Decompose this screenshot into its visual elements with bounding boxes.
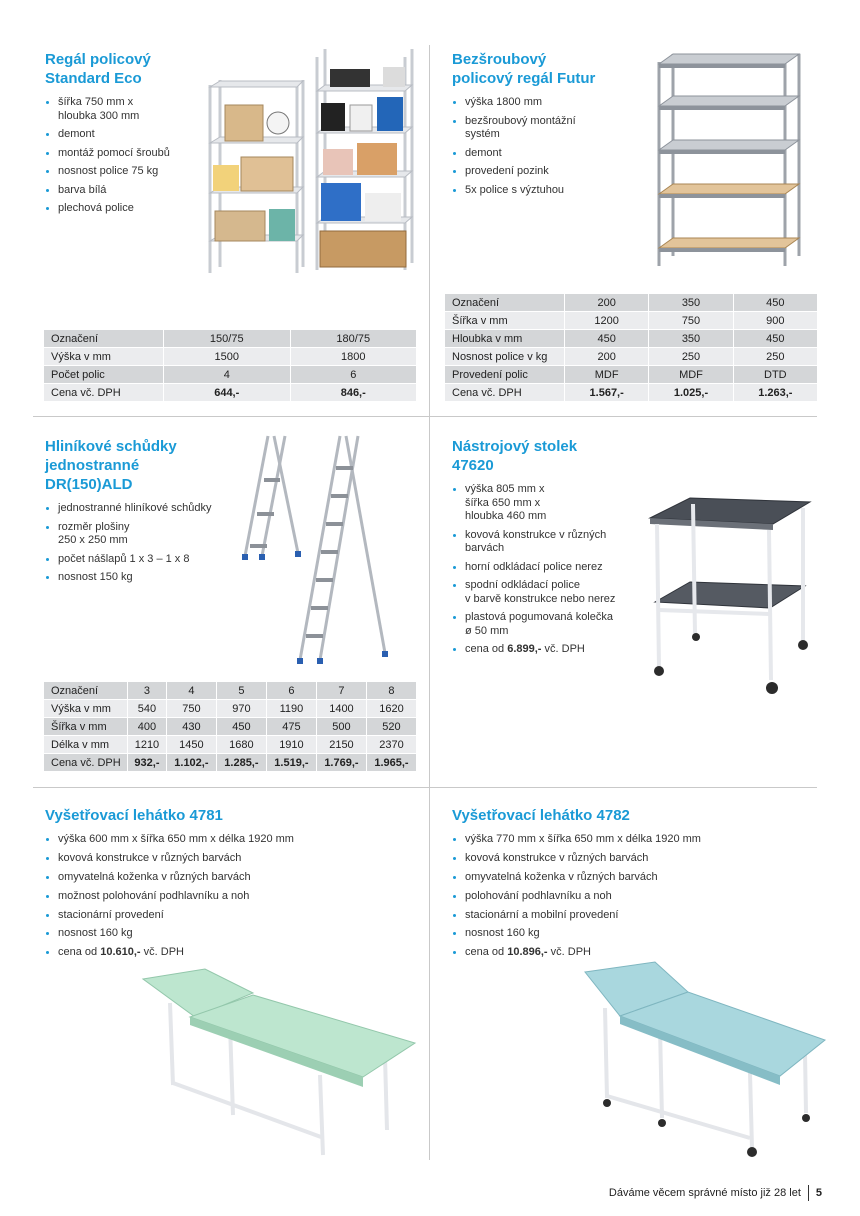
- feature-item: stacionární provedení: [45, 909, 415, 923]
- feature-item: polohování podhlavníku a noh: [452, 890, 822, 904]
- feature-list: [45, 96, 215, 216]
- table-row: Délka v mm 1210 1450 1680 1910 2150 2370: [44, 736, 417, 754]
- product-nastrojovy-stolek: [452, 437, 642, 662]
- vertical-divider: [429, 45, 430, 1160]
- product-title: [45, 437, 245, 494]
- title-line: Standard Eco: [45, 70, 142, 87]
- footer-separator: [808, 1185, 809, 1201]
- feature-item: počet nášlapů 1 x 3 – 1 x 8: [45, 553, 245, 567]
- feature-item: výška 770 mm x šířka 650 mm x délka 1920 mm: [452, 833, 822, 847]
- spec-table-schudky: [43, 681, 417, 772]
- feature-item: spodní odkládací police v barvě konstrukce nebo nerez: [452, 579, 642, 606]
- table-row: Šířka v mm 400 430 450 475 500 520: [44, 718, 417, 736]
- feature-list: [45, 833, 415, 960]
- feature-list: [452, 833, 822, 960]
- feature-list: [45, 502, 245, 585]
- shelf-futur-image: [655, 42, 805, 272]
- feature-item: výška 1800 mm: [452, 96, 652, 110]
- feature-item: jednostranné hliníkové schůdky: [45, 502, 245, 516]
- title-line: Nástrojový stolek: [452, 438, 578, 455]
- feature-item: kovová konstrukce v různých barvách: [45, 852, 415, 866]
- product-title: Vyšetřovací lehátko 4782: [452, 807, 630, 824]
- table-row: Označení 150/75 180/75: [44, 330, 417, 348]
- title-line: 47620: [452, 457, 494, 474]
- feature-item: plechová police: [45, 202, 215, 216]
- table-row: Počet polic 4 6: [44, 366, 417, 384]
- footer-slogan: Dáváme věcem správné místo již 28 let: [608, 1187, 801, 1199]
- feature-item: rozměr plošiny 250 x 250 mm: [45, 521, 245, 548]
- feature-item: omyvatelná koženka v různých barvách: [452, 871, 822, 885]
- table-row: Nosnost police v kg 200 250 250: [445, 348, 818, 366]
- title-line: DR(150)ALD: [45, 476, 133, 493]
- feature-item: nosnost police 75 kg: [45, 165, 215, 179]
- row-divider-2: [33, 787, 817, 788]
- feature-item: barva bílá: [45, 184, 215, 198]
- feature-list: [452, 483, 642, 657]
- table-row: Výška v mm 540 750 970 1190 1400 1620: [44, 700, 417, 718]
- table-row: Označení 3 4 5 6 7 8: [44, 682, 417, 700]
- feature-item: výška 805 mm x šířka 650 mm x hloubka 460 mm: [452, 483, 642, 524]
- feature-item: cena od 10.896,- vč. DPH: [452, 946, 822, 960]
- feature-item: plastová pogumovaná kolečka ø 50 mm: [452, 611, 642, 638]
- title-line: Hliníkové schůdky: [45, 438, 177, 455]
- table-row: Šířka v mm 1200 750 900: [445, 312, 818, 330]
- spec-table-futur: [444, 293, 818, 402]
- product-lehatko-4782: [452, 806, 822, 965]
- feature-item: cena od 10.610,- vč. DPH: [45, 946, 415, 960]
- product-title: Vyšetřovací lehátko 4781: [45, 807, 223, 824]
- title-line: policový regál Futur: [452, 70, 596, 87]
- table-row: Provedení polic MDF MDF DTD: [445, 366, 818, 384]
- page-footer: [609, 1185, 822, 1201]
- feature-item: kovová konstrukce v různých barvách: [452, 852, 822, 866]
- feature-item: demont: [45, 128, 215, 142]
- shelf-eco-image: [205, 45, 420, 280]
- ladder-image: [240, 428, 410, 666]
- product-lehatko-4781: [45, 806, 415, 965]
- feature-list: [452, 96, 652, 197]
- feature-item: šířka 750 mm x hloubka 300 mm: [45, 96, 215, 123]
- title-line: Regál policový: [45, 51, 151, 68]
- feature-item: nosnost 160 kg: [45, 927, 415, 941]
- feature-item: cena od 6.899,- vč. DPH: [452, 643, 642, 657]
- feature-item: bezšroubový montážní systém: [452, 115, 652, 142]
- spec-table-eco: [43, 329, 417, 402]
- product-title: [452, 437, 642, 475]
- table-row-price: Cena vč. DPH 932,- 1.102,- 1.285,- 1.519,- 1.769,- 1.965,-: [44, 754, 417, 772]
- title-line: Bezšroubový: [452, 51, 547, 68]
- product-title: [45, 50, 215, 88]
- product-schudky: [45, 437, 245, 590]
- instrument-table-image: [645, 490, 815, 700]
- product-regal-standard-eco: [45, 50, 215, 221]
- table-row: Výška v mm 1500 1800: [44, 348, 417, 366]
- examination-couch-4782-image: [580, 958, 830, 1158]
- page-number: 5: [815, 1187, 822, 1199]
- feature-item: nosnost 150 kg: [45, 571, 245, 585]
- feature-item: možnost polohování podhlavníku a noh: [45, 890, 415, 904]
- feature-item: demont: [452, 147, 652, 161]
- feature-item: 5x police s výztuhou: [452, 184, 652, 198]
- table-row-price: Cena vč. DPH 644,- 846,-: [44, 384, 417, 402]
- feature-item: horní odkládací police nerez: [452, 561, 642, 575]
- feature-item: stacionární a mobilní provedení: [452, 909, 822, 923]
- feature-item: provedení pozink: [452, 165, 652, 179]
- product-regal-futur: [452, 50, 652, 202]
- feature-item: nosnost 160 kg: [452, 927, 822, 941]
- examination-couch-4781-image: [135, 965, 425, 1160]
- row-divider-1: [33, 416, 817, 417]
- table-row: Označení 200 350 450: [445, 294, 818, 312]
- feature-item: montáž pomocí šroubů: [45, 147, 215, 161]
- table-row: Hloubka v mm 450 350 450: [445, 330, 818, 348]
- table-row-price: Cena vč. DPH 1.567,- 1.025,- 1.263,-: [445, 384, 818, 402]
- product-title: [452, 50, 652, 88]
- feature-item: kovová konstrukce v různých barvách: [452, 529, 642, 556]
- feature-item: omyvatelná koženka v různých barvách: [45, 871, 415, 885]
- title-line: jednostranné: [45, 457, 140, 474]
- feature-item: výška 600 mm x šířka 650 mm x délka 1920 mm: [45, 833, 415, 847]
